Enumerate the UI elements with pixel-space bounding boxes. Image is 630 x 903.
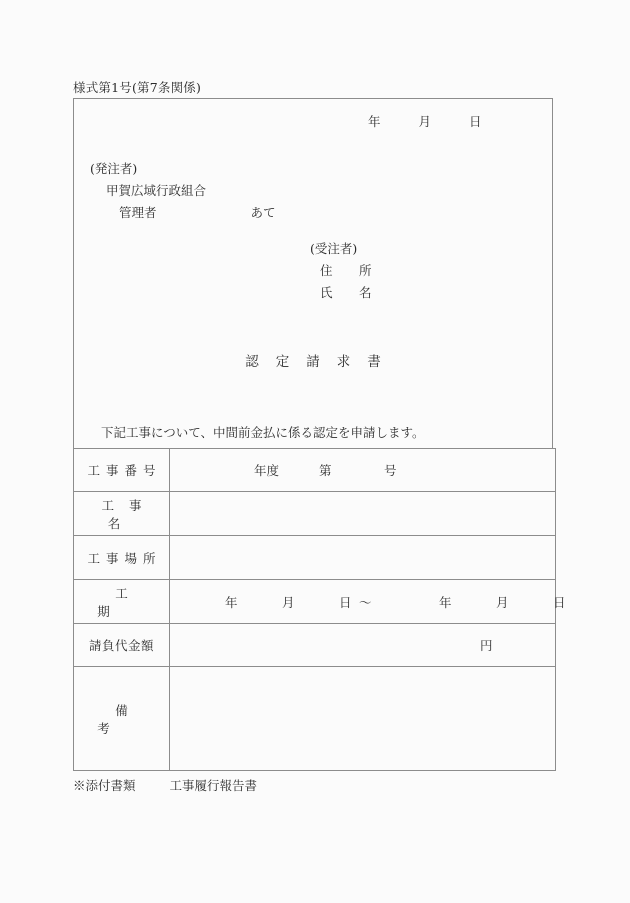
contractor-name-label: 氏 名: [320, 285, 379, 300]
orderer-role: 管理者: [119, 205, 157, 220]
project-number-fields: [170, 461, 555, 479]
period-from-month-label: 月: [282, 594, 295, 610]
row-value-project-location[interactable]: [170, 536, 556, 580]
contractor-heading: (受注者): [310, 241, 358, 256]
period-to-year-label: 年: [439, 594, 452, 610]
date-day-label: 日: [468, 114, 482, 129]
contractor-block: [310, 238, 379, 304]
row-label-project-location: 工事場所: [74, 536, 170, 580]
date-month-label: 月: [418, 114, 431, 129]
orderer-addressed-to: あて: [250, 205, 276, 220]
number-prefix-label: 第: [319, 463, 332, 478]
orderer-block: [90, 158, 276, 224]
period-from-day-label: 日: [339, 594, 352, 610]
row-value-contract-amount[interactable]: [170, 624, 556, 667]
orderer-role-line: [90, 202, 276, 224]
document-title: 認定請求書: [245, 354, 398, 370]
row-value-project-period[interactable]: [170, 580, 566, 624]
row-label-remarks: 備考: [74, 667, 170, 771]
table-row-project-name: [74, 492, 556, 536]
period-to-month-label: 月: [496, 594, 509, 610]
row-label-project-number: 工事番号: [74, 449, 170, 492]
row-label-contract-amount: 請負代金額: [74, 624, 170, 667]
number-suffix-label: 号: [384, 463, 397, 478]
table-row-project-location: [74, 536, 556, 580]
orderer-organization: 甲賀広域行政組合: [106, 183, 207, 198]
row-label-project-period: 工期: [74, 580, 170, 624]
date-year-label: 年: [368, 114, 381, 129]
contract-amount-unit: 円: [480, 638, 493, 653]
period-range-tilde: ～: [359, 594, 372, 610]
table-row-project-period: [74, 580, 556, 624]
construction-details-table: [73, 448, 566, 771]
orderer-heading: (発注者): [90, 161, 138, 176]
period-to-day-label: 日: [553, 594, 566, 610]
attachment-label: ※添付書類: [73, 778, 136, 793]
attachment-document-name: 工事履行報告書: [169, 778, 258, 793]
request-statement: 下記工事について、中間前金払に係る認定を申請します。: [101, 425, 425, 440]
date-line: [368, 112, 481, 130]
row-value-project-name[interactable]: [170, 492, 556, 536]
row-value-project-number[interactable]: [170, 449, 556, 492]
table-row-contract-amount: [74, 624, 556, 667]
form-code-label: 様式第1号(第7条関係): [73, 80, 202, 95]
attachment-footnote: [73, 776, 257, 794]
period-from-year-label: 年: [225, 594, 238, 610]
project-period-fields: [170, 593, 566, 611]
table-row-project-number: [74, 449, 556, 492]
table-row-remarks: [74, 667, 556, 771]
fiscal-year-label: 年度: [254, 463, 280, 478]
row-value-remarks[interactable]: [170, 667, 556, 771]
contractor-address-label: 住 所: [320, 263, 379, 278]
row-label-project-name: 工事名: [74, 492, 170, 536]
